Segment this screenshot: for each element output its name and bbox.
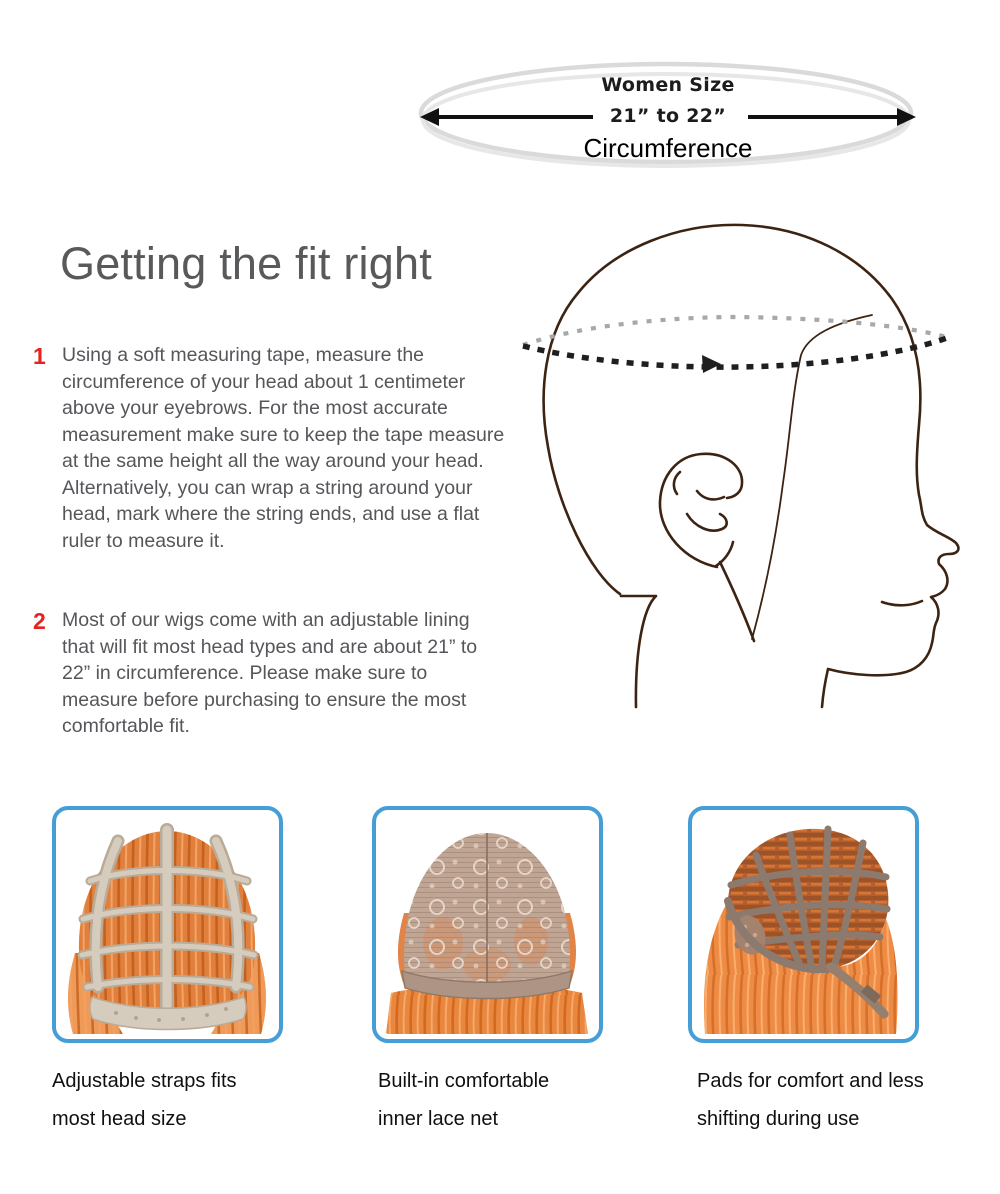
size-badge bbox=[413, 58, 923, 176]
caption-comfort-pads: Pads for comfort and less shifting during use bbox=[697, 1070, 924, 1130]
measuring-band-front bbox=[523, 338, 947, 367]
step-1-number: 1 bbox=[33, 343, 46, 369]
wig-cap-side-pads-illustration bbox=[697, 815, 910, 1034]
neck-back-line bbox=[621, 596, 656, 707]
feature-image-lace-net bbox=[372, 806, 603, 1043]
step-2 bbox=[33, 607, 518, 740]
mouth-line bbox=[882, 601, 922, 605]
caption-lace-net: Built-in comfortable inner lace net bbox=[378, 1070, 550, 1130]
step-1-text: Using a soft measuring tape, measure the circumference of your head about 1 centimeter above your eyebrows. For the most accurate measurement make sure to keep the tape measure at the same height all the way around your head. Alternatively, you can wrap a string around your head, mark where the string ends, and use a flat ruler to measure it. bbox=[62, 344, 505, 552]
feature-image-comfort-pads bbox=[688, 806, 919, 1043]
measuring-arrow-icon bbox=[702, 355, 721, 373]
jaw-line bbox=[720, 562, 754, 641]
wig-cap-back-straps-illustration bbox=[61, 815, 274, 1034]
step-2-text: Most of our wigs come with an adjustable lining that will fit most head types and are about 21” to 22” in circumference. Please make sure to measure before purchasing to ensure the most comfortable fit. bbox=[62, 609, 478, 737]
head-profile-illustration bbox=[520, 215, 978, 730]
wig-cap-lace-net-illustration bbox=[381, 815, 594, 1034]
size-badge-title: Women Size bbox=[601, 74, 735, 96]
ear bbox=[660, 454, 742, 567]
size-badge-label: Circumference bbox=[583, 133, 753, 163]
page-title: Getting the fit right bbox=[60, 238, 432, 289]
measuring-band bbox=[523, 317, 947, 373]
step-1 bbox=[33, 342, 518, 554]
size-badge-range: 21” to 22” bbox=[609, 105, 727, 127]
caption-adjustable-straps: Adjustable straps fits most head size bbox=[52, 1070, 237, 1130]
measuring-band-back bbox=[523, 317, 947, 345]
feature-image-adjustable-straps bbox=[52, 806, 283, 1043]
step-2-number: 2 bbox=[33, 608, 46, 634]
